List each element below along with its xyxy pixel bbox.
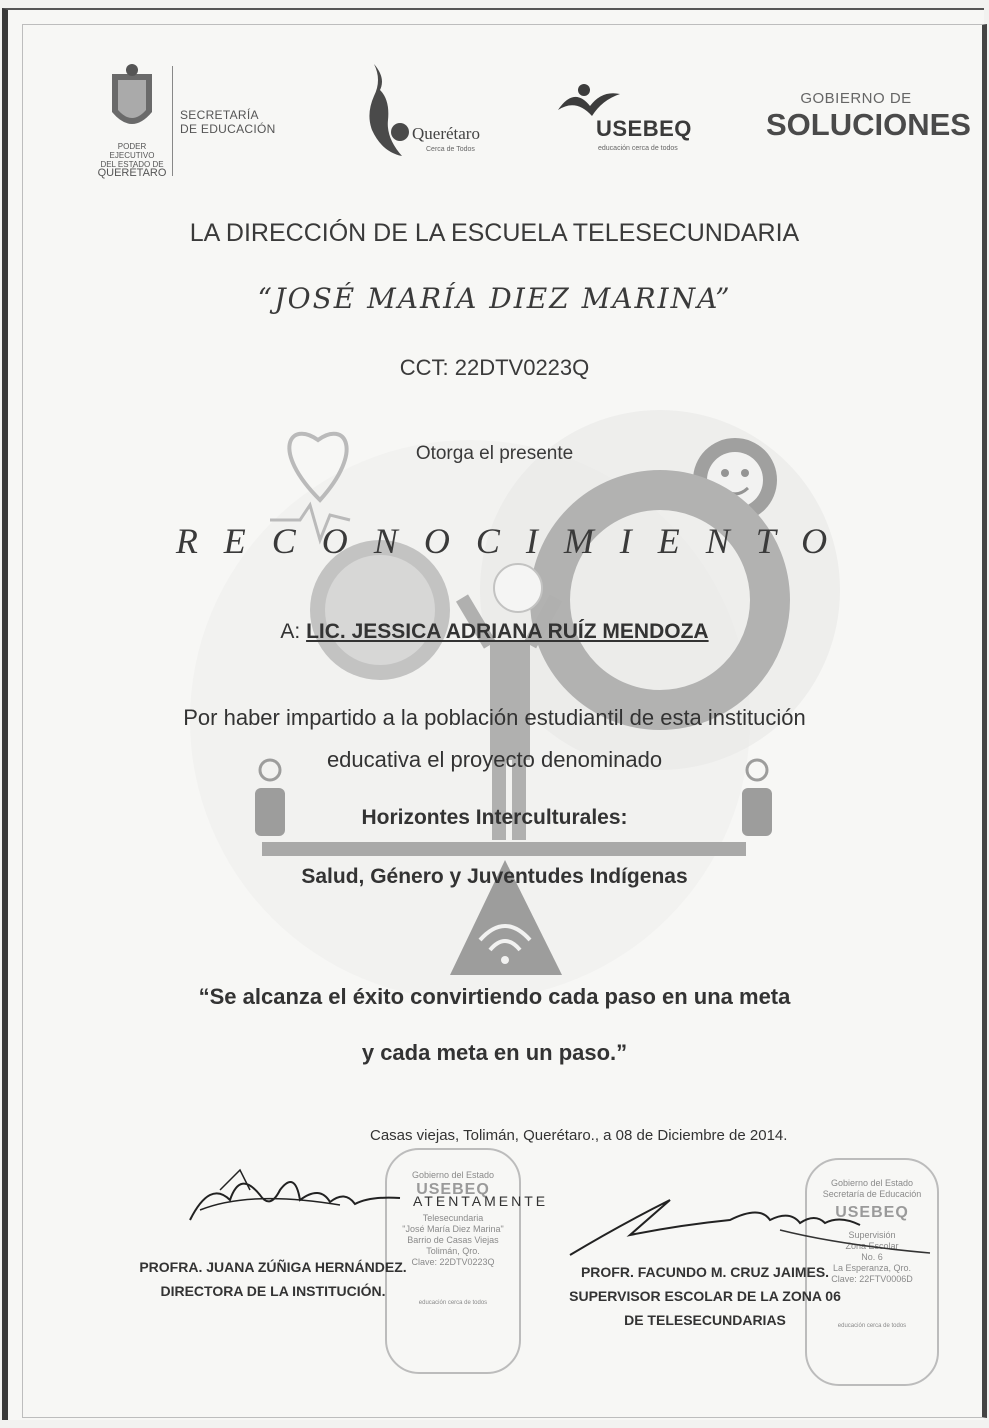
logo-divider [172,66,173,176]
body-line-1: Por haber impartido a la población estudiantil de esta institución [183,705,806,730]
state-name: QUERÉTARO [97,167,167,179]
queretaro-logo [352,60,492,160]
supervision-stamp-line-1: Gobierno del Estado [830,1178,914,1188]
supervisor-signature-block [540,1260,870,1332]
school-direction-title: LA DIRECCIÓN DE LA ESCUELA TELESECUNDARIA [189,219,800,247]
gobierno-line-2: SOLUCIONES [766,107,971,142]
secretaria-logo [180,108,276,136]
gobierno-soluciones-logo [766,90,971,143]
state-seal-icon [102,62,162,142]
issue-date: Casas viejas, Tolimán, Querétaro., a 08 de Diciembre de 2014. [370,1127,788,1144]
queretaro-logo-text: Querétaro [412,124,480,143]
school-stamp-line-1: Gobierno del Estado [411,1170,495,1180]
supervision-stamp-line-6: La Esperanza, Qro. [832,1263,912,1273]
supervision-stamp-brand: USEBEQ [835,1204,909,1221]
scale-beam [262,842,746,856]
atentamente-label: ATENTAMENTE [413,1193,549,1209]
gobierno-line-1: GOBIERNO DE [800,90,912,107]
state-seal-caption-1: PODER EJECUTIVO [109,142,155,160]
supervision-stamp-line-5: No. 6 [861,1252,883,1262]
usebeq-logo [552,80,702,160]
supervision-stamp-line-8: educación cerca de todos [837,1323,907,1329]
school-stamp-line-3: "José María Diez Marina" [402,1224,504,1234]
director-name: PROFRA. JUANA ZÚÑIGA HERNÁNDEZ. [139,1259,407,1275]
recipient-line [0,620,989,644]
queretaro-logo-tagline: Cerca de Todos [426,146,475,153]
project-title-line-1: Horizontes Interculturales: [361,806,628,829]
school-stamp-line-2: Telesecundaria [422,1213,484,1223]
recipient-name: LIC. JESSICA ADRIANA RUÍZ MENDOZA [306,620,709,643]
supervision-stamp-line-2: Secretaría de Educación [822,1189,922,1199]
usebeq-swoosh-icon [554,80,624,120]
supervision-stamp-line-4: Zona Escolar [845,1241,899,1251]
supervisor-role-2: DE TELESECUNDARIAS [624,1312,786,1328]
recipient-prefix: A: [280,620,307,643]
school-cct: CCT: 22DTV0223Q [399,355,590,380]
queretaro-figure-icon [352,60,422,160]
supervision-stamp-line-3: Supervisión [848,1230,896,1240]
school-stamp-line-7: educación cerca de todos [418,1300,488,1306]
secretaria-line-2: DE EDUCACIÓN [180,122,276,136]
secretaria-line-1: SECRETARÍA [180,108,259,122]
usebeq-logo-tagline: educación cerca de todos [598,145,678,152]
state-seal-logo [96,62,168,178]
state-seal-caption-2: DEL ESTADO DE [100,160,164,169]
otorga-text: Otorga el presente [415,443,574,464]
project-title-line-2: Salud, Género y Juventudes Indígenas [301,865,688,888]
school-stamp-line-6: Clave: 22DTV0223Q [411,1257,495,1267]
school-stamp-line-4: Barrio de Casas Viejas [407,1235,499,1245]
supervision-stamp-line-7: Clave: 22FTV0006D [831,1274,913,1284]
director-signature [180,1160,410,1240]
director-signature-block [128,1255,418,1303]
school-stamp-brand: USEBEQ [416,1181,490,1198]
body-line-2: educativa el proyecto denominado [326,747,663,772]
quote-line-1: “Se alcanza el éxito convirtiendo cada paso en una meta [198,984,791,1009]
director-role: DIRECTORA DE LA INSTITUCIÓN. [160,1283,386,1299]
certificate-title: RECONOCIMIENTO [175,521,854,561]
person-icon [494,564,542,612]
supervisor-role-1: SUPERVISOR ESCOLAR DE LA ZONA 06 [569,1288,841,1304]
quote-line-2: y cada meta en un paso.” [361,1040,628,1065]
school-stamp-line-5: Tolimán, Qro. [426,1246,480,1256]
school-name: “JOSÉ MARÍA DIEZ MARINA” [257,282,732,315]
supervisor-name: PROFR. FACUNDO M. CRUZ JAIMES. [580,1264,830,1280]
usebeq-logo-text: USEBEQ [596,116,692,141]
